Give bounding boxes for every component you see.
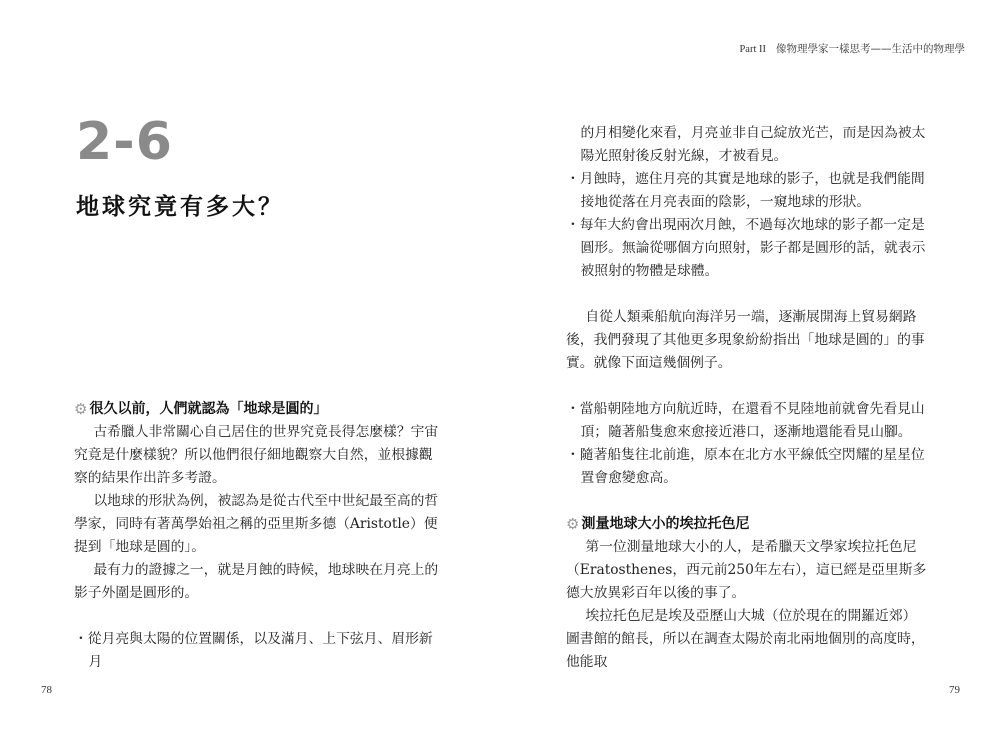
bullet-item: ・從月亮與太陽的位置關係，以及滿月、上下弦月、眉形新月	[74, 631, 433, 670]
part-title: 像物理學家一樣思考——生活中的物理學	[776, 43, 965, 55]
page-number-right: 79	[949, 684, 960, 696]
subheading-eratosthenes	[566, 513, 930, 536]
gear-icon: ⚙	[74, 400, 88, 418]
section-title: 地球究竟有多大？	[76, 194, 284, 220]
left-column	[74, 398, 439, 674]
bullet-continuation: 的月相變化來看，月亮並非自己綻放光芒，而是因為被太陽光照射後反射光線，才被看見。	[580, 125, 926, 164]
subheading-eratosthenes-text: 測量地球大小的埃拉托色尼	[581, 516, 750, 532]
paragraph: 埃拉托色尼是埃及亞歷山大城（位於現在的開羅近郊）圖書館的館長，所以在調查太陽於南北兩地個別的高度時，他能取	[566, 608, 925, 670]
subheading-history	[74, 398, 439, 421]
paragraph: 以地球的形狀為例，被認為是從古代至中世紀最至高的哲學家，同時有著萬學始祖之稱的亞里斯多德（Aristotle）便提到「地球是圓的」。	[74, 493, 439, 555]
gear-icon: ⚙	[566, 515, 580, 533]
right-column-bottom	[566, 398, 930, 674]
page-number-left: 78	[41, 684, 52, 696]
subheading-history-text: 很久以前，人們就認為「地球是圓的」	[89, 401, 328, 417]
part-label: Part II	[739, 44, 766, 55]
bullet-item: ・月蝕時，遮住月亮的其實是地球的影子，也就是我們能間接地從落在月亮表面的陰影，一窺地球的形狀。	[566, 171, 925, 210]
paragraph: 自從人類乘船航向海洋另一端，逐漸展開海上貿易網路後，我們發現了其他更多現象紛紛指出「地球是圓的」的事實。就像下面這幾個例子。	[566, 309, 925, 371]
bullet-item: ・每年大約會出現兩次月蝕，不過每次地球的影子都一定是圓形。無論從哪個方向照射，影子都是圓形的話，就表示被照射的物體是球體。	[566, 217, 926, 279]
bullet-item: ・隨著船隻往北前進，原本在北方水平線低空閃耀的星星位置會愈變愈高。	[566, 447, 925, 486]
bullet-item: ・當船朝陸地方向航近時，在還看不見陸地前就會先看見山頂；隨著船隻愈來愈接近港口，逐漸地還能看見山腳。	[566, 401, 925, 440]
right-column-top	[566, 122, 930, 375]
paragraph: 第一位測量地球大小的人，是希臘天文學家埃拉托色尼（Eratosthenes，西元前250年左右），這已經是亞里斯多德大放異彩百年以後的事了。	[566, 539, 927, 601]
paragraph: 最有力的證據之一，就是月蝕的時候，地球映在月亮上的影子外圍是圓形的。	[74, 562, 439, 601]
paragraph: 古希臘人非常關心自己居住的世界究竟長得怎麼樣？宇宙究竟是什麼樣貌？所以他們很仔細地觀察大自然，並根據觀察的結果作出許多考證。	[74, 424, 439, 486]
section-number: 2-6	[76, 112, 173, 172]
running-header	[739, 41, 965, 56]
